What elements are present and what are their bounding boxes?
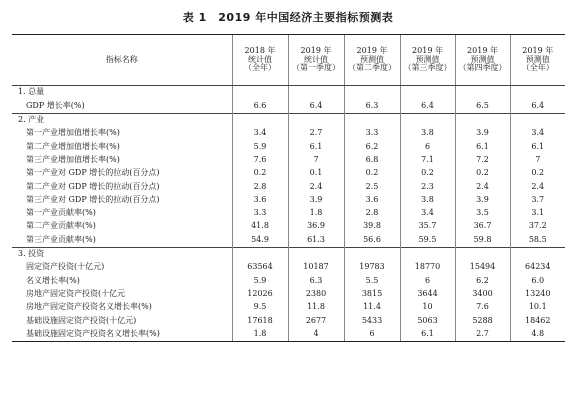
indicator-name: 第三产业对 GDP 增长的拉动(百分点) bbox=[26, 194, 160, 204]
value-cell: 63564 bbox=[232, 261, 288, 274]
value-cell: 6.1 bbox=[455, 140, 510, 153]
section-row bbox=[12, 247, 565, 261]
value-cell: 3.9 bbox=[455, 193, 510, 206]
table-row bbox=[12, 99, 565, 113]
value-cell: 6.2 bbox=[455, 274, 510, 287]
header-col-line: 2019 年 bbox=[412, 46, 443, 56]
header-col-2 bbox=[344, 35, 400, 86]
value-cell: 18462 bbox=[510, 314, 565, 327]
value-cell: 3.4 bbox=[232, 127, 288, 140]
value-cell: 10 bbox=[400, 301, 455, 314]
value-cell: 3.4 bbox=[510, 127, 565, 140]
section-row bbox=[12, 86, 565, 100]
header-col-3 bbox=[400, 35, 455, 86]
value-cell: 7 bbox=[288, 153, 344, 166]
table-row bbox=[12, 327, 565, 341]
value-cell: 3.3 bbox=[232, 207, 288, 220]
value-cell: 7.6 bbox=[455, 301, 510, 314]
value-cell: 11.8 bbox=[288, 301, 344, 314]
value-cell: 2.4 bbox=[510, 180, 565, 193]
indicator-name: 基础设施固定资产投资(十亿元) bbox=[26, 315, 137, 325]
empty-cell bbox=[232, 247, 288, 261]
empty-cell bbox=[510, 247, 565, 261]
value-cell: 0.1 bbox=[288, 167, 344, 180]
header-col-line: 统计值 bbox=[248, 54, 272, 64]
value-cell: 6.2 bbox=[344, 140, 400, 153]
value-cell: 6 bbox=[344, 327, 400, 341]
table-row bbox=[12, 301, 565, 314]
empty-cell bbox=[232, 113, 288, 127]
value-cell: 0.2 bbox=[510, 167, 565, 180]
value-cell: 2.8 bbox=[232, 180, 288, 193]
header-col-line: 预测值 bbox=[525, 54, 550, 64]
value-cell: 5433 bbox=[344, 314, 400, 327]
value-cell: 54.9 bbox=[232, 233, 288, 247]
header-col-line: （全年） bbox=[521, 63, 554, 73]
value-cell: 6.5 bbox=[455, 99, 510, 113]
header-col-line: （第二季度） bbox=[348, 63, 396, 73]
value-cell: 0.2 bbox=[232, 167, 288, 180]
value-cell: 59.8 bbox=[455, 233, 510, 247]
table-row bbox=[12, 314, 565, 327]
value-cell: 17618 bbox=[232, 314, 288, 327]
value-cell: 3.3 bbox=[344, 127, 400, 140]
indicator-name: 基础设施固定资产投资名义增长率(%) bbox=[12, 327, 232, 341]
value-cell: 41.8 bbox=[232, 220, 288, 233]
table-row bbox=[12, 180, 565, 193]
table-row bbox=[12, 274, 565, 287]
value-cell: 3.8 bbox=[400, 127, 455, 140]
value-cell: 6.4 bbox=[510, 99, 565, 113]
header-col-4 bbox=[455, 35, 510, 86]
value-cell: 6.3 bbox=[344, 99, 400, 113]
value-cell: 19783 bbox=[344, 261, 400, 274]
indicator-name: 第一产业增加值增长率(%) bbox=[26, 128, 120, 138]
value-cell: 4.8 bbox=[510, 327, 565, 341]
value-cell: 35.7 bbox=[400, 220, 455, 233]
header-col-line: 2019 年 bbox=[522, 46, 554, 56]
value-cell: 18770 bbox=[400, 261, 455, 274]
table-title: 表 1 2019 年中国经济主要指标预测表 bbox=[182, 11, 394, 24]
empty-cell bbox=[455, 113, 510, 127]
value-cell: 1.8 bbox=[232, 327, 288, 341]
value-cell: 6.1 bbox=[400, 327, 455, 341]
value-cell: 37.2 bbox=[510, 220, 565, 233]
value-cell: 0.2 bbox=[455, 167, 510, 180]
value-cell: 2677 bbox=[288, 314, 344, 327]
indicator-name: 第二产业对 GDP 增长的拉动(百分点) bbox=[26, 181, 160, 191]
header-col-line: （第一季度） bbox=[292, 63, 340, 73]
header-col-line: 统计值 bbox=[304, 54, 328, 64]
value-cell: 6.6 bbox=[232, 99, 288, 113]
value-cell: 2.7 bbox=[455, 327, 510, 341]
value-cell: 5.5 bbox=[344, 274, 400, 287]
value-cell: 36.7 bbox=[455, 220, 510, 233]
value-cell: 3.6 bbox=[344, 193, 400, 206]
section-label: 3. 投资 bbox=[12, 247, 232, 261]
value-cell: 3.5 bbox=[455, 207, 510, 220]
table-row bbox=[12, 261, 565, 274]
value-cell: 39.8 bbox=[344, 220, 400, 233]
value-cell: 2.4 bbox=[455, 180, 510, 193]
value-cell: 3644 bbox=[400, 287, 455, 300]
header-col-line: （第四季度） bbox=[458, 63, 507, 73]
table-row bbox=[12, 167, 565, 180]
table-row bbox=[12, 207, 565, 220]
value-cell: 12026 bbox=[232, 287, 288, 300]
value-cell: 6.4 bbox=[288, 99, 344, 113]
value-cell: 6.1 bbox=[288, 140, 344, 153]
indicator-name: 第一产业对 GDP 增长的拉动(百分点) bbox=[26, 168, 160, 178]
header-col-0 bbox=[232, 35, 288, 86]
value-cell: 2.7 bbox=[288, 127, 344, 140]
table-row bbox=[12, 153, 565, 166]
value-cell: 0.2 bbox=[344, 167, 400, 180]
empty-cell bbox=[510, 113, 565, 127]
indicator-name: 房地产固定资产投资(十亿元 bbox=[26, 288, 126, 298]
table-row bbox=[12, 193, 565, 206]
value-cell: 2.4 bbox=[288, 180, 344, 193]
indicator-name: 房地产固定资产投资名义增长率(%) bbox=[26, 302, 152, 312]
value-cell: 3.9 bbox=[455, 127, 510, 140]
value-cell: 64234 bbox=[510, 261, 565, 274]
empty-cell bbox=[288, 247, 344, 261]
value-cell: 0.2 bbox=[400, 167, 455, 180]
header-col-line: 预测值 bbox=[470, 54, 495, 64]
header-col-line: 预测值 bbox=[415, 54, 440, 64]
value-cell: 3.1 bbox=[510, 207, 565, 220]
empty-cell bbox=[455, 247, 510, 261]
indicator-name: 第三产业贡献率(%) bbox=[26, 234, 96, 244]
value-cell: 5288 bbox=[455, 314, 510, 327]
header-col-line: （全年） bbox=[244, 63, 276, 73]
value-cell: 10187 bbox=[288, 261, 344, 274]
value-cell: 6.8 bbox=[344, 153, 400, 166]
header-col-5 bbox=[510, 35, 565, 86]
empty-cell bbox=[344, 86, 400, 100]
empty-cell bbox=[344, 247, 400, 261]
value-cell: 1.8 bbox=[288, 207, 344, 220]
value-cell: 7 bbox=[510, 153, 565, 166]
value-cell: 3815 bbox=[344, 287, 400, 300]
table-row bbox=[12, 140, 565, 153]
value-cell: 15494 bbox=[455, 261, 510, 274]
value-cell: 6.1 bbox=[510, 140, 565, 153]
value-cell: 10.1 bbox=[510, 301, 565, 314]
value-cell: 11.4 bbox=[344, 301, 400, 314]
value-cell: 6 bbox=[400, 274, 455, 287]
table-row bbox=[12, 127, 565, 140]
empty-cell bbox=[400, 247, 455, 261]
value-cell: 59.5 bbox=[400, 233, 455, 247]
header-name-col: 指标名称 bbox=[12, 35, 232, 86]
value-cell: 3.8 bbox=[400, 193, 455, 206]
empty-cell bbox=[232, 86, 288, 100]
table-row bbox=[12, 287, 565, 300]
section-row bbox=[12, 113, 565, 127]
indicator-name: 第一产业贡献率(%) bbox=[26, 208, 96, 218]
indicator-name: 名义增长率(%) bbox=[26, 275, 80, 285]
value-cell: 56.6 bbox=[344, 233, 400, 247]
header-col-1 bbox=[288, 35, 344, 86]
header-col-line: 预测值 bbox=[360, 54, 384, 64]
empty-cell bbox=[344, 113, 400, 127]
indicator-name: 固定资产投资(十亿元) bbox=[26, 262, 105, 272]
indicator-table bbox=[12, 34, 565, 342]
indicator-name: 第二产业贡献率(%) bbox=[26, 221, 96, 231]
indicator-name: GDP 增长率(%) bbox=[26, 100, 85, 110]
value-cell: 5063 bbox=[400, 314, 455, 327]
table-body bbox=[12, 35, 565, 342]
section-label: 1. 总量 bbox=[12, 86, 232, 100]
value-cell: 9.5 bbox=[232, 301, 288, 314]
value-cell: 58.5 bbox=[510, 233, 565, 247]
header-col-line: （第三季度） bbox=[403, 63, 452, 73]
empty-cell bbox=[400, 86, 455, 100]
value-cell: 7.1 bbox=[400, 153, 455, 166]
indicator-name: 第二产业增加值增长率(%) bbox=[26, 141, 120, 151]
value-cell: 3.9 bbox=[288, 193, 344, 206]
value-cell: 5.9 bbox=[232, 274, 288, 287]
value-cell: 13240 bbox=[510, 287, 565, 300]
empty-cell bbox=[288, 113, 344, 127]
value-cell: 3.6 bbox=[232, 193, 288, 206]
value-cell: 3.4 bbox=[400, 207, 455, 220]
empty-cell bbox=[510, 86, 565, 100]
empty-cell bbox=[288, 86, 344, 100]
value-cell: 6.4 bbox=[400, 99, 455, 113]
section-label: 2. 产业 bbox=[12, 113, 232, 127]
value-cell: 3400 bbox=[455, 287, 510, 300]
value-cell: 6.3 bbox=[288, 274, 344, 287]
value-cell: 2.8 bbox=[344, 207, 400, 220]
table-row bbox=[12, 220, 565, 233]
value-cell: 3.7 bbox=[510, 193, 565, 206]
indicator-name: 第三产业增加值增长率(%) bbox=[26, 154, 120, 164]
header-col-line: 2019 年 bbox=[467, 46, 498, 56]
value-cell: 7.6 bbox=[232, 153, 288, 166]
value-cell: 2380 bbox=[288, 287, 344, 300]
value-cell: 5.9 bbox=[232, 140, 288, 153]
value-cell: 36.9 bbox=[288, 220, 344, 233]
value-cell: 6.0 bbox=[510, 274, 565, 287]
header-col-line: 2019 年 bbox=[356, 46, 388, 56]
table-row bbox=[12, 233, 565, 247]
value-cell: 61.3 bbox=[288, 233, 344, 247]
value-cell: 2.3 bbox=[400, 180, 455, 193]
header-col-line: 2019 年 bbox=[300, 46, 332, 56]
value-cell: 6 bbox=[400, 140, 455, 153]
value-cell: 7.2 bbox=[455, 153, 510, 166]
empty-cell bbox=[455, 86, 510, 100]
header-row bbox=[12, 35, 565, 86]
empty-cell bbox=[400, 113, 455, 127]
header-col-line: 2018 年 bbox=[244, 46, 276, 56]
value-cell: 4 bbox=[288, 327, 344, 341]
value-cell: 2.5 bbox=[344, 180, 400, 193]
